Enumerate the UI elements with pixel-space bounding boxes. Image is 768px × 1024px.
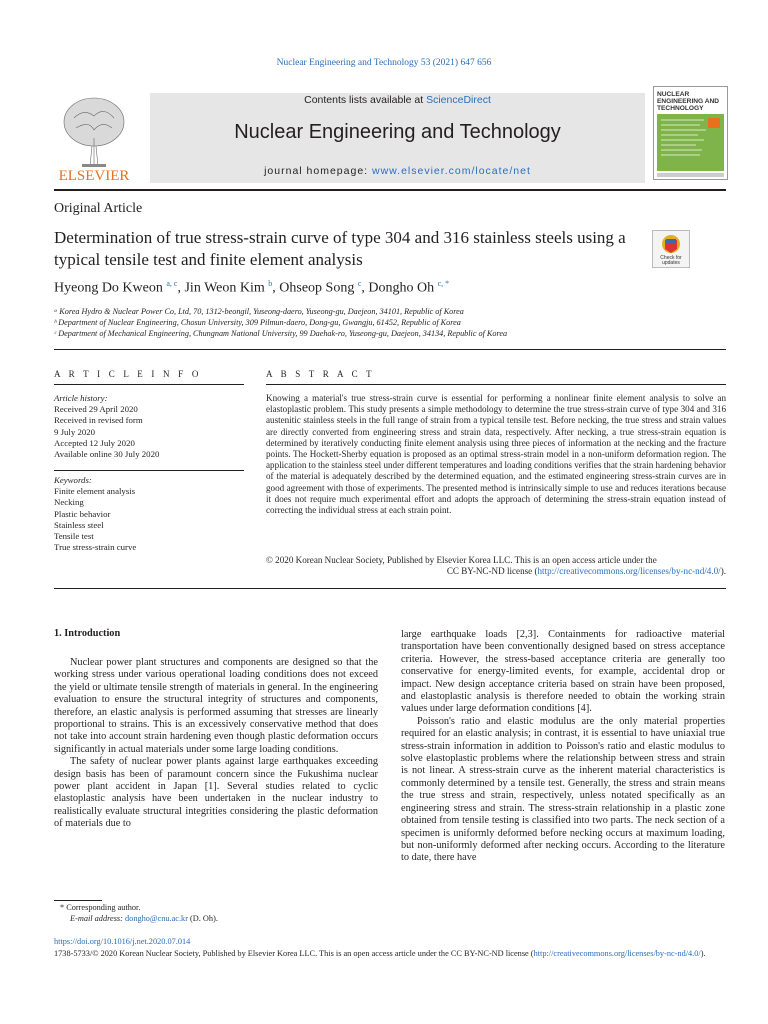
homepage-link[interactable]: www.elsevier.com/locate/net (372, 165, 531, 177)
abstract-body: Knowing a material's true stress-strain curve is essential for performing a nonlinear finite element analysis to solve an elastoplastic problem. This study presents a simple methodology to determine the true stress-strain curve of type 304 and 316 austenitic stainless steels in the full range of strain from a typical tensile test. Before necking, the true stress and strain values are directly converted from engineering stress and strain data, respectively. After necking, a true stress-strain equation is determined by iteratively conducting finite element analysis using three pieces of information at the necking and the fracture points. The Hockett-Sherby equation is proposed as an optimal stress-strain model in a non-uniform deformation region. The application to the stainless steel under different temperatures and loading conditions verifies that the strain hardening behavior of the material is adequately described by the determined equation, and the estimated engineering stress-strain curves are in good agreement with those of experiments. The presented method is intrinsically simple to use and reduces iterations because it does not require much experimental effort and adopts the approach of determining the stress-strain equation instead of correcting the individual stress at each strain point. (266, 393, 726, 516)
abstract-heading: A B S T R A C T (266, 369, 375, 379)
body-column-right (401, 629, 725, 865)
body-paragraph: large earthquake loads [2,3]. Containments for radioactive material transportation have been conventionally designed based on stress acceptance criteria. However, the stress-based acceptance criteria are generally too conservative for energy-limited events, for example, accidental drop or impact. New design acceptance criteria based on strain have been proposed, and elastoplastic analysis is therefore needed to obtain the working strain values under large deformation conditions [4]. (401, 629, 725, 715)
abstract-bottom-divider (54, 588, 726, 589)
license-suffix: ). (720, 566, 726, 577)
footer-license-prefix: 1738-5733/© 2020 Korean Nuclear Society, Published by Elsevier Korea LLC. This is an open access article under the CC BY-NC-ND license ( (54, 949, 534, 958)
article-info-heading: A R T I C L E I N F O (54, 369, 202, 379)
article-title: Determination of true stress-strain curve of type 304 and 316 stainless steels using a typical tensile test and finite element analysis (54, 228, 626, 269)
svg-text:NUCLEAR: NUCLEAR (657, 91, 690, 98)
history-item: Received in revised form (54, 415, 143, 426)
affiliation-list (54, 306, 507, 340)
body-paragraph: The safety of nuclear power plants against large earthquakes exceeding design basis has been of paramount concern since the Fukushima nuclear power plant accident in Japan [1]. Several studies related to cyclic elastoplastic analysis have been undertaken in the nuclear industry to realistically evaluate structural integrities considering the plastic deformation of materials due to (54, 756, 378, 830)
author-name: Jin Weon Kim (184, 280, 265, 296)
author-name: Dongho Oh (368, 280, 435, 296)
keywords-label: Keywords: (54, 475, 92, 485)
contents-availability (150, 94, 645, 106)
title-divider (54, 349, 726, 350)
crossmark-badge[interactable] (652, 230, 690, 268)
license-link[interactable]: http://creativecommons.org/licenses/by-nc-nd/4.0/ (537, 566, 721, 577)
abstract-rule (266, 384, 726, 385)
article-type: Original Article (54, 201, 143, 216)
author-list: Hyeong Do Kweon $^{a, c}$, Jin Weon Kim $^b$, Ohseop Song $^c$, Dongho Oh $^{c, *}$ (54, 279, 450, 296)
body-paragraph: Poisson's ratio and elastic modulus are the only material properties required for an elastic analysis; in contrast, it is essential to have uniaxial true stress-strain information in addition to Poisson's ratio and elastic modulus to solve elastoplastic problems where the relationship between stress and strain is not linear. A stress-strain curve as the inherent material characteristics is commonly determined by a tensile test. Generally, the stress and strain means the true stress and strain, respectively, unless notated specifically as an engineering stress and strain. The stress-strain relationship in a plastic zone obtained from tensile testing is classified into two parts. The neck section of a specimen is uniformly deformed before necking occurs at maximum loading, but non-uniformly deformed after necking occurs. According to the literature to date, there have (401, 715, 725, 864)
affiliation-a: ᵃ Korea Hydro & Nuclear Power Co, Ltd, 70, 1312-beongil, Yuseong-daero, Yuseong-gu, Daejeon, 34101, Republic of Korea (54, 307, 464, 316)
history-item: Accepted 12 July 2020 (54, 437, 135, 448)
email-suffix: (D. Oh). (187, 914, 218, 923)
email-label: E-mail address: (70, 914, 123, 923)
svg-text:ENGINEERING AND: ENGINEERING AND (657, 98, 720, 105)
section-heading-introduction: 1. Introduction (54, 628, 121, 639)
header-divider (54, 189, 726, 191)
footer-license-link[interactable]: http://creativecommons.org/licenses/by-nc-nd/4.0/ (533, 949, 701, 958)
license-footer (54, 948, 726, 959)
abstract-copyright (266, 555, 726, 577)
footnote-rule (54, 900, 102, 901)
sciencedirect-link[interactable]: ScienceDirect (426, 94, 491, 106)
email-link[interactable]: dongho@cnu.ac.kr (125, 914, 188, 923)
email-line (54, 913, 218, 924)
author-name: Ohseop Song (279, 280, 355, 296)
svg-text:TECHNOLOGY: TECHNOLOGY (657, 105, 704, 112)
article-history (54, 393, 244, 460)
affiliation-c: ᶜ Department of Mechanical Engineering, Chungnam National University, 99 Daehak-ro, Yuseong-gu, Daejeon, 34134, Republic of Korea (54, 329, 508, 339)
keyword-list (54, 475, 244, 553)
article-info-rule (54, 384, 244, 385)
journal-homepage (150, 165, 645, 177)
keyword: Stainless steel (54, 519, 104, 530)
affiliation-b: ᵇ Department of Nuclear Engineering, Chosun University, 309 Pilmun-daero, Dong-gu, Gwangju, 61452, Republic of Korea (54, 318, 461, 328)
author-affiliation-mark[interactable]: c (357, 279, 362, 288)
author-name: Hyeong Do Kweon (54, 280, 163, 296)
keyword: True stress-strain curve (54, 542, 137, 553)
copyright-license-line (266, 566, 726, 577)
history-item: Received 29 April 2020 (54, 404, 138, 415)
journal-cover-thumbnail (653, 86, 728, 180)
journal-title: Nuclear Engineering and Technology (234, 121, 561, 143)
homepage-prefix: journal homepage: (264, 165, 372, 177)
svg-text:Check for: Check for (660, 255, 682, 261)
keyword: Plastic behavior (54, 508, 111, 519)
elsevier-wordmark: ELSEVIER (58, 168, 130, 183)
history-label: Article history: (54, 393, 108, 403)
corresponding-author-note: * Corresponding author. (60, 903, 141, 912)
license-prefix: CC BY-NC-ND license ( (446, 566, 538, 577)
history-item: Available online 30 July 2020 (54, 449, 160, 460)
svg-text:updates: updates (662, 260, 680, 266)
author-affiliation-mark[interactable]: b (268, 279, 273, 288)
body-column-left (54, 657, 378, 831)
footer-license-suffix: ). (700, 949, 706, 958)
keywords-rule (54, 470, 244, 471)
copyright-line: © 2020 Korean Nuclear Society, Published by Elsevier Korea LLC. This is an open access article under the (266, 555, 657, 565)
author-affiliation-mark[interactable]: c, * (437, 279, 450, 288)
contents-prefix: Contents lists available at (304, 94, 427, 106)
keyword: Tensile test (54, 531, 94, 542)
elsevier-logo (54, 88, 134, 183)
history-item: 9 July 2020 (54, 426, 96, 437)
author-affiliation-mark[interactable]: a, c (166, 279, 178, 288)
keyword: Finite element analysis (54, 486, 136, 497)
corresponding-footnote (54, 902, 218, 924)
doi-link[interactable]: https://doi.org/10.1016/j.net.2020.07.014 (54, 937, 191, 946)
journal-citation[interactable]: Nuclear Engineering and Technology 53 (2021) 647 656 (276, 58, 492, 68)
body-paragraph: Nuclear power plant structures and components are designed so that the working stress under various operational loading conditions does not exceed the yield or ultimate tensile strength of materials in general. In the engineering evaluation to ensure the structural integrity of structures and components, therefore, an elastic analysis is performed assuming that stresses are linearly proportional to strains. This is an excessively conservative method that does not take into account strain hardening even though plastic deformation occurs significantly in actual materials under some large loading conditions. (54, 657, 378, 755)
journal-masthead (150, 93, 645, 183)
keyword: Necking (54, 497, 84, 508)
